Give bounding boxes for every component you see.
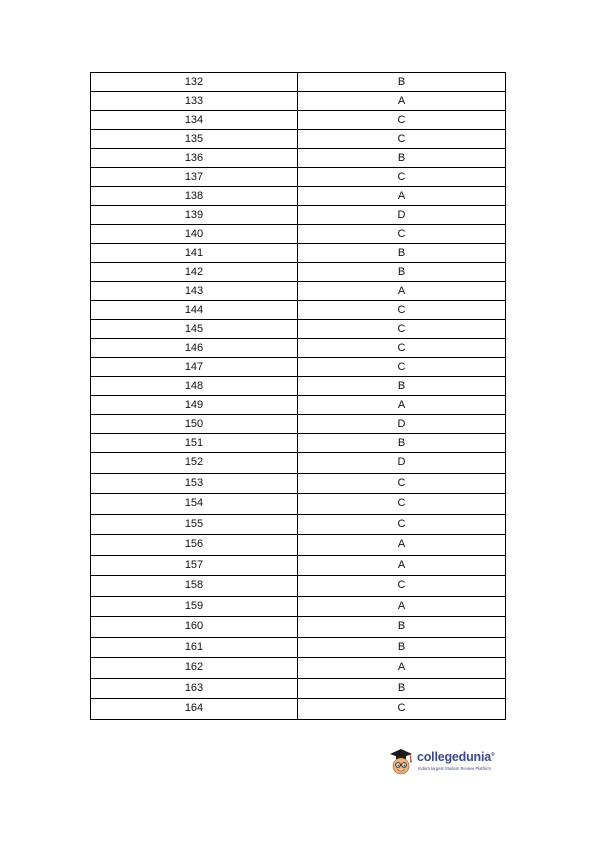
question-number-cell: 148 (91, 377, 298, 396)
answer-cell: B (298, 434, 506, 453)
question-number-cell: 143 (91, 282, 298, 301)
answer-cell: D (298, 453, 506, 474)
table-row (91, 92, 506, 111)
answer-cell: B (298, 244, 506, 263)
table-row (91, 617, 506, 638)
table-row (91, 555, 506, 576)
table-row (91, 225, 506, 244)
question-number-cell: 134 (91, 111, 298, 130)
table-row (91, 111, 506, 130)
table-row (91, 494, 506, 515)
table-row (91, 658, 506, 679)
table-row (91, 434, 506, 453)
table-row (91, 699, 506, 720)
question-number-cell: 132 (91, 73, 298, 92)
question-number-cell: 159 (91, 596, 298, 617)
answer-cell: C (298, 111, 506, 130)
question-number-cell: 136 (91, 149, 298, 168)
answer-cell: A (298, 658, 506, 679)
answer-cell: C (298, 130, 506, 149)
answer-cell: B (298, 678, 506, 699)
answer-cell: A (298, 555, 506, 576)
question-number-cell: 153 (91, 473, 298, 494)
answer-cell: C (298, 358, 506, 377)
table-row (91, 130, 506, 149)
question-number-cell: 133 (91, 92, 298, 111)
table-row (91, 206, 506, 225)
table-row (91, 187, 506, 206)
answer-cell: B (298, 617, 506, 638)
table-row (91, 473, 506, 494)
mascot-graduate-icon (388, 747, 414, 777)
question-number-cell: 138 (91, 187, 298, 206)
answer-cell: C (298, 339, 506, 358)
answer-cell: A (298, 187, 506, 206)
question-number-cell: 135 (91, 130, 298, 149)
brand-name (417, 750, 495, 764)
answer-cell: C (298, 576, 506, 597)
question-number-cell: 147 (91, 358, 298, 377)
table-row (91, 244, 506, 263)
answer-cell: C (298, 699, 506, 720)
question-number-cell: 137 (91, 168, 298, 187)
table-row (91, 149, 506, 168)
registered-mark: ® (491, 751, 495, 758)
table-row (91, 576, 506, 597)
answer-key-rows (91, 73, 506, 720)
answer-cell: C (298, 225, 506, 244)
answer-cell: B (298, 263, 506, 282)
question-number-cell: 144 (91, 301, 298, 320)
table-row (91, 596, 506, 617)
brand-tagline: India's largest Student Review Platform (418, 766, 491, 771)
question-number-cell: 152 (91, 453, 298, 474)
answer-cell: A (298, 92, 506, 111)
question-number-cell: 151 (91, 434, 298, 453)
question-number-cell: 146 (91, 339, 298, 358)
brand-name-text: collegedunia (417, 750, 492, 764)
question-number-cell: 150 (91, 415, 298, 434)
answer-cell: C (298, 473, 506, 494)
answer-cell: B (298, 377, 506, 396)
answer-cell: C (298, 301, 506, 320)
table-row (91, 73, 506, 92)
table-row (91, 168, 506, 187)
answer-key-table (90, 72, 506, 720)
answer-cell: C (298, 494, 506, 515)
question-number-cell: 160 (91, 617, 298, 638)
question-number-cell: 139 (91, 206, 298, 225)
table-row (91, 282, 506, 301)
answer-cell: D (298, 206, 506, 225)
collegedunia-logo (388, 747, 518, 781)
question-number-cell: 164 (91, 699, 298, 720)
table-row (91, 637, 506, 658)
answer-cell: C (298, 514, 506, 535)
table-row (91, 514, 506, 535)
table-row (91, 415, 506, 434)
question-number-cell: 161 (91, 637, 298, 658)
question-number-cell: 156 (91, 535, 298, 556)
table-row (91, 263, 506, 282)
question-number-cell: 142 (91, 263, 298, 282)
table-row (91, 396, 506, 415)
question-number-cell: 140 (91, 225, 298, 244)
answer-cell: A (298, 596, 506, 617)
table-row (91, 535, 506, 556)
table-row (91, 358, 506, 377)
question-number-cell: 154 (91, 494, 298, 515)
answer-cell: D (298, 415, 506, 434)
question-number-cell: 155 (91, 514, 298, 535)
question-number-cell: 162 (91, 658, 298, 679)
answer-cell: B (298, 637, 506, 658)
question-number-cell: 158 (91, 576, 298, 597)
table-row (91, 320, 506, 339)
answer-cell: C (298, 168, 506, 187)
question-number-cell: 157 (91, 555, 298, 576)
answer-cell: A (298, 396, 506, 415)
table-row (91, 339, 506, 358)
answer-cell: A (298, 282, 506, 301)
answer-cell: B (298, 149, 506, 168)
table-row (91, 377, 506, 396)
table-row (91, 301, 506, 320)
answer-cell: B (298, 73, 506, 92)
answer-cell: A (298, 535, 506, 556)
answer-cell: C (298, 320, 506, 339)
table-row (91, 678, 506, 699)
question-number-cell: 149 (91, 396, 298, 415)
question-number-cell: 163 (91, 678, 298, 699)
question-number-cell: 141 (91, 244, 298, 263)
question-number-cell: 145 (91, 320, 298, 339)
table-row (91, 453, 506, 474)
